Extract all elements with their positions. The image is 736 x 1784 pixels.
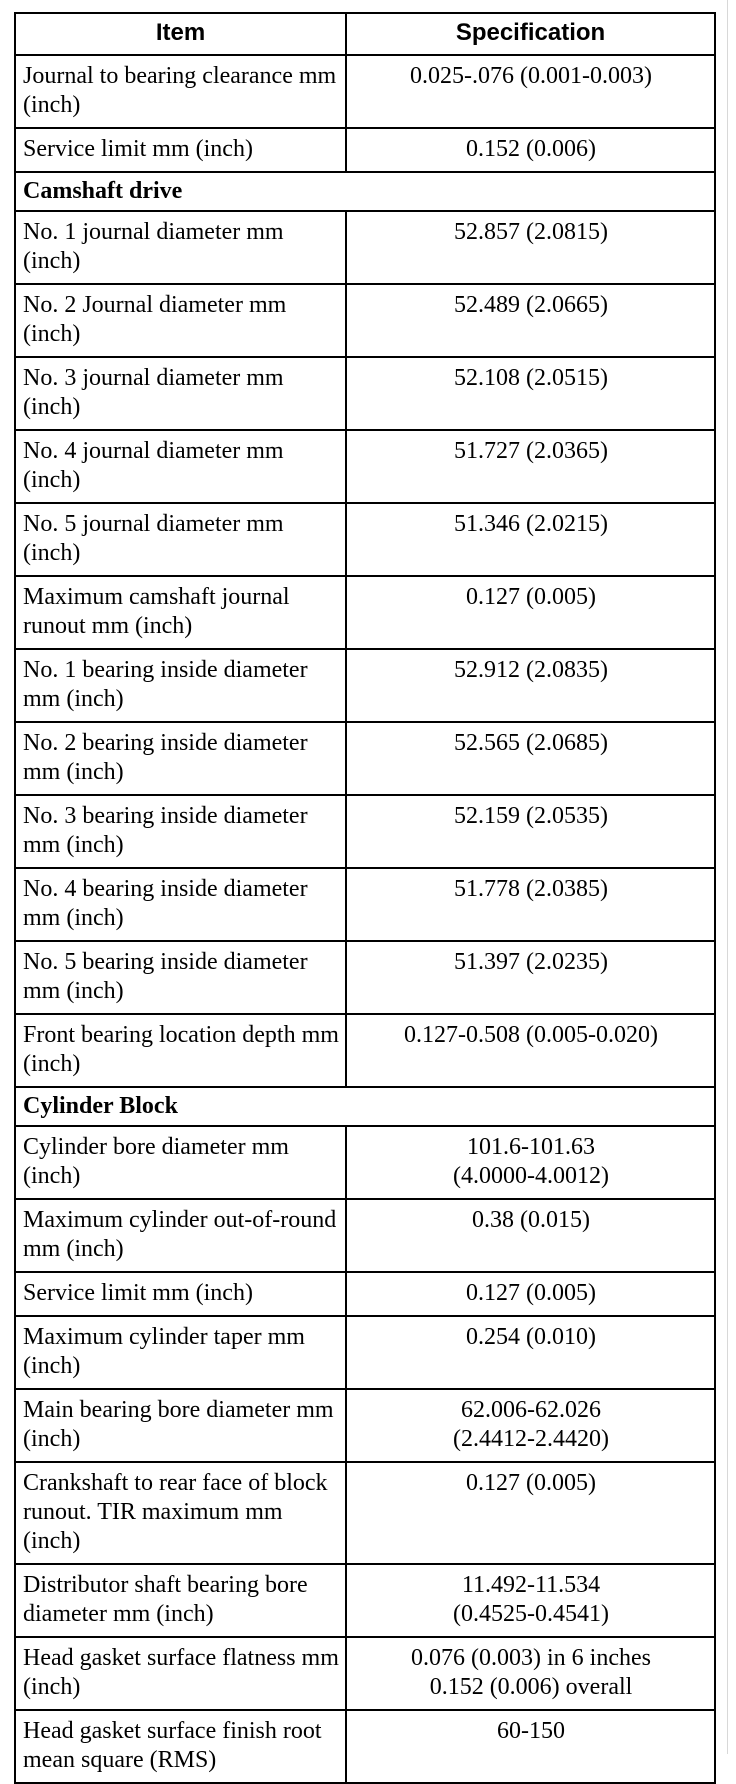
specification-cell: 51.778 (2.0385) <box>346 868 715 941</box>
item-cell: Front bearing location depth mm (inch) <box>15 1014 346 1087</box>
section-heading: Camshaft drive <box>15 172 715 211</box>
specification-cell: 0.127-0.508 (0.005-0.020) <box>346 1014 715 1087</box>
specification-cell: 60-150 <box>346 1710 715 1783</box>
table-row <box>15 1462 715 1564</box>
specification-cell: 0.152 (0.006) <box>346 128 715 172</box>
table-row <box>15 1710 715 1783</box>
item-cell: No. 1 bearing inside diameter mm (inch) <box>15 649 346 722</box>
specification-table <box>14 12 716 1784</box>
table-row <box>15 722 715 795</box>
specification-cell: 0.127 (0.005) <box>346 1462 715 1564</box>
item-cell: No. 2 Journal diameter mm (inch) <box>15 284 346 357</box>
specification-cell: 52.489 (2.0665) <box>346 284 715 357</box>
item-cell: Distributor shaft bearing bore diameter mm (inch) <box>15 1564 346 1637</box>
item-cell: Service limit mm (inch) <box>15 128 346 172</box>
specification-cell: 0.025-.076 (0.001-0.003) <box>346 55 715 128</box>
specification-cell: 0.127 (0.005) <box>346 576 715 649</box>
item-cell: Maximum cylinder taper mm (inch) <box>15 1316 346 1389</box>
item-cell: No. 3 journal diameter mm (inch) <box>15 357 346 430</box>
specification-cell: 52.565 (2.0685) <box>346 722 715 795</box>
item-cell: No. 4 bearing inside diameter mm (inch) <box>15 868 346 941</box>
spec-sheet <box>14 12 714 1784</box>
section-row <box>15 172 715 211</box>
specification-cell: 0.254 (0.010) <box>346 1316 715 1389</box>
item-cell: No. 5 journal diameter mm (inch) <box>15 503 346 576</box>
specification-cell: 52.108 (2.0515) <box>346 357 715 430</box>
table-row <box>15 284 715 357</box>
table-row <box>15 1199 715 1272</box>
table-header-row <box>15 13 715 55</box>
table-row <box>15 1272 715 1316</box>
page-edge-rule <box>727 0 728 1754</box>
item-cell: No. 4 journal diameter mm (inch) <box>15 430 346 503</box>
specification-cell: 51.346 (2.0215) <box>346 503 715 576</box>
table-row <box>15 941 715 1014</box>
specification-cell: 52.159 (2.0535) <box>346 795 715 868</box>
item-cell: No. 1 journal diameter mm (inch) <box>15 211 346 284</box>
specification-cell: 62.006-62.026 (2.4412-2.4420) <box>346 1389 715 1462</box>
item-cell: Journal to bearing clearance mm (inch) <box>15 55 346 128</box>
table-row <box>15 868 715 941</box>
item-cell: Head gasket surface finish root mean square (RMS) <box>15 1710 346 1783</box>
item-cell: Main bearing bore diameter mm (inch) <box>15 1389 346 1462</box>
table-row <box>15 128 715 172</box>
table-row <box>15 795 715 868</box>
table-row <box>15 1637 715 1710</box>
specification-cell: 11.492-11.534 (0.4525-0.4541) <box>346 1564 715 1637</box>
table-row <box>15 1564 715 1637</box>
section-row <box>15 1087 715 1126</box>
specification-cell: 52.857 (2.0815) <box>346 211 715 284</box>
item-cell: Head gasket surface flatness mm (inch) <box>15 1637 346 1710</box>
table-row <box>15 430 715 503</box>
table-row <box>15 1316 715 1389</box>
table-row <box>15 1126 715 1199</box>
specification-cell: 0.076 (0.003) in 6 inches 0.152 (0.006) overall <box>346 1637 715 1710</box>
item-cell: Service limit mm (inch) <box>15 1272 346 1316</box>
specification-cell: 51.397 (2.0235) <box>346 941 715 1014</box>
item-column-header: Item <box>15 13 346 55</box>
specification-column-header: Specification <box>346 13 715 55</box>
specification-cell: 101.6-101.63 (4.0000-4.0012) <box>346 1126 715 1199</box>
specification-cell: 0.38 (0.015) <box>346 1199 715 1272</box>
table-row <box>15 503 715 576</box>
specification-cell: 0.127 (0.005) <box>346 1272 715 1316</box>
specification-cell: 51.727 (2.0365) <box>346 430 715 503</box>
item-cell: No. 5 bearing inside diameter mm (inch) <box>15 941 346 1014</box>
specification-cell: 52.912 (2.0835) <box>346 649 715 722</box>
item-cell: Crankshaft to rear face of block runout. TIR maximum mm (inch) <box>15 1462 346 1564</box>
item-cell: No. 2 bearing inside diameter mm (inch) <box>15 722 346 795</box>
table-row <box>15 211 715 284</box>
item-cell: Cylinder bore diameter mm (inch) <box>15 1126 346 1199</box>
table-row <box>15 1014 715 1087</box>
table-row <box>15 55 715 128</box>
item-cell: Maximum camshaft journal runout mm (inch) <box>15 576 346 649</box>
item-cell: Maximum cylinder out-of-round mm (inch) <box>15 1199 346 1272</box>
table-body <box>15 55 715 1783</box>
section-heading: Cylinder Block <box>15 1087 715 1126</box>
table-row <box>15 357 715 430</box>
table-row <box>15 1389 715 1462</box>
table-row <box>15 649 715 722</box>
item-cell: No. 3 bearing inside diameter mm (inch) <box>15 795 346 868</box>
table-row <box>15 576 715 649</box>
